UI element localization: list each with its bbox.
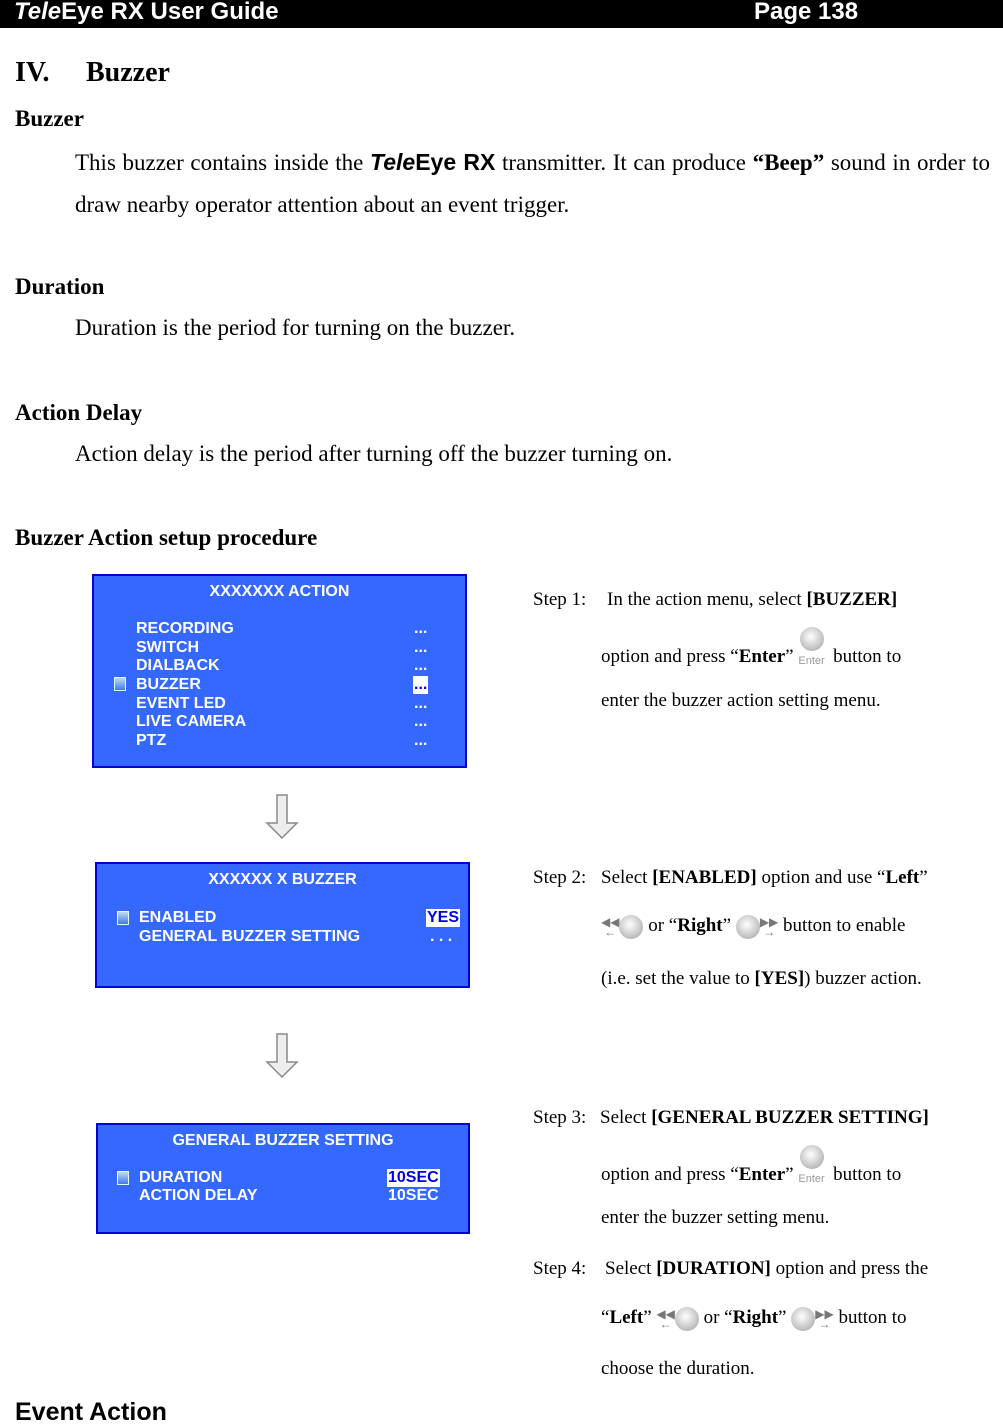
option: [GENERAL BUZZER SETTING] [651, 1107, 929, 1128]
text: Select [601, 867, 653, 888]
enter-button-icon [798, 639, 828, 669]
page-number: Page 138 [754, 0, 859, 25]
key: Right [677, 915, 723, 936]
text: button to enable [778, 915, 906, 936]
right-arrow-icon: ▶▶ → [759, 914, 779, 939]
item-value: 10SEC [388, 1187, 439, 1204]
text: ” [778, 1307, 792, 1328]
buzzer-menu-panel [95, 862, 470, 988]
text: ” [722, 915, 736, 936]
text: button to [833, 1307, 907, 1328]
key: Left [885, 867, 920, 888]
cursor-icon [114, 677, 126, 691]
next-section-heading: Event Action [15, 1398, 167, 1426]
menu-item[interactable]: DIALBACK [136, 657, 220, 674]
text: option and press “ [601, 1164, 739, 1185]
menu-item[interactable]: SWITCH [136, 639, 200, 656]
step-3-line-1 [600, 1106, 929, 1130]
beep: “Beep” [752, 150, 825, 175]
duration-heading: Duration [15, 274, 105, 299]
section-number: IV. [15, 57, 50, 88]
action-menu-panel [92, 574, 467, 768]
doc-title [14, 0, 279, 26]
title-rest: Eye RX User Guide [61, 0, 279, 25]
buzzer-paragraph [75, 141, 990, 226]
step-4-line-3: choose the duration. [601, 1358, 755, 1379]
menu-item[interactable]: ACTION DELAY [139, 1187, 258, 1204]
text: Select [600, 1107, 652, 1128]
menu-item[interactable]: LIVE CAMERA [136, 713, 247, 730]
duration-text: Duration is the period for turning on the buzzer. [75, 315, 516, 340]
enter-label: Enter [798, 1173, 825, 1185]
text: ” [785, 1164, 799, 1185]
key: Left [609, 1307, 644, 1328]
section-title: Buzzer [86, 57, 170, 88]
step-4-line-1 [605, 1257, 928, 1281]
cursor-icon [117, 911, 129, 925]
down-arrow-icon [265, 794, 299, 840]
cursor-icon [117, 1171, 129, 1185]
left-arrow-icon: ◀◀ ← [601, 914, 620, 939]
key: Right [732, 1307, 779, 1328]
text: button to [828, 1164, 902, 1185]
item-value-selected: ... [414, 676, 428, 693]
right-button-icon [736, 915, 760, 939]
step-2-line-3 [601, 967, 922, 991]
item-value: ... [414, 639, 428, 656]
menu-item[interactable]: GENERAL BUZZER SETTING [139, 928, 361, 945]
step-2-line-1 [601, 866, 928, 890]
text: or “ [698, 1307, 733, 1328]
item-value: ... [414, 657, 428, 674]
text: ” [785, 646, 799, 667]
menu-item[interactable]: PTZ [136, 732, 167, 749]
text: This buzzer contains inside the [75, 150, 371, 175]
step-2-label: Step 2: [533, 867, 587, 888]
left-button-icon [675, 1307, 699, 1331]
brand-tele: Tele [370, 149, 416, 175]
down-arrow-icon [265, 1033, 299, 1079]
enter-label: Enter [798, 655, 825, 667]
text: sound in order to draw nearby operator attention about an event trigger. [75, 150, 990, 217]
procedure-heading: Buzzer Action setup procedure [15, 525, 318, 550]
menu-item[interactable]: RECORDING [136, 620, 234, 637]
panel-title: XXXXXX X BUZZER [208, 871, 357, 888]
text: option and use “ [756, 867, 886, 888]
step-3-line-2 [601, 1157, 901, 1187]
key: Enter [738, 646, 786, 667]
left-arrow-icon: ◀◀ ← [656, 1306, 675, 1331]
brand-rest: Eye RX [415, 149, 496, 175]
text: “ [601, 1307, 610, 1328]
text: transmitter. It can produce [495, 150, 753, 175]
general-buzzer-setting-panel [96, 1123, 470, 1234]
menu-item[interactable]: EVENT LED [136, 695, 226, 712]
menu-item-selected[interactable]: DURATION [139, 1169, 223, 1186]
item-value: ... [414, 695, 428, 712]
step-2-line-2 [601, 914, 905, 939]
text: or “ [643, 915, 678, 936]
step-3-line-3: enter the buzzer setting menu. [601, 1207, 830, 1228]
step-1-line-3: enter the buzzer action setting menu. [601, 690, 881, 711]
brand [370, 149, 495, 175]
step-4-line-2 [601, 1306, 907, 1331]
item-value-selected: 10SEC [388, 1169, 439, 1186]
buzzer-heading: Buzzer [15, 106, 84, 131]
option: [BUZZER] [806, 589, 898, 610]
value: [YES] [754, 968, 805, 989]
text: ) buzzer action. [804, 968, 922, 989]
item-value: . . . [430, 928, 453, 945]
right-arrow-icon: ▶▶ → [815, 1306, 834, 1331]
panel-title: GENERAL BUZZER SETTING [172, 1132, 394, 1149]
text: ” [643, 1307, 657, 1328]
action-delay-text: Action delay is the period after turning off the buzzer turning on. [75, 441, 673, 466]
enter-button-icon [798, 1157, 828, 1187]
step-1-line-2 [601, 639, 901, 669]
item-value: ... [414, 713, 428, 730]
text: option and press “ [601, 646, 739, 667]
menu-item-selected[interactable]: BUZZER [136, 676, 201, 693]
panel-title: XXXXXXX ACTION [209, 583, 350, 600]
step-1-line-1 [607, 588, 897, 612]
item-value-selected: YES [427, 909, 460, 926]
text: In the action menu, select [607, 589, 807, 610]
text: option and press the [770, 1258, 929, 1279]
action-delay-heading: Action Delay [15, 400, 143, 425]
option: [DURATION] [656, 1258, 771, 1279]
brand-tele: Tele [14, 0, 62, 25]
item-value: ... [414, 732, 428, 749]
text: Select [605, 1258, 657, 1279]
item-value: ... [414, 620, 428, 637]
option: [ENABLED] [652, 867, 757, 888]
menu-item-selected[interactable]: ENABLED [139, 909, 217, 926]
text: (i.e. set the value to [601, 968, 755, 989]
text: button to [828, 646, 902, 667]
right-button-icon [791, 1307, 815, 1331]
step-3-label: Step 3: [533, 1107, 587, 1128]
page-header [0, 0, 1003, 28]
step-4-label: Step 4: [533, 1258, 587, 1279]
step-1-label: Step 1: [533, 589, 587, 610]
key: Enter [738, 1164, 786, 1185]
text: ” [919, 867, 928, 888]
left-button-icon [619, 915, 643, 939]
